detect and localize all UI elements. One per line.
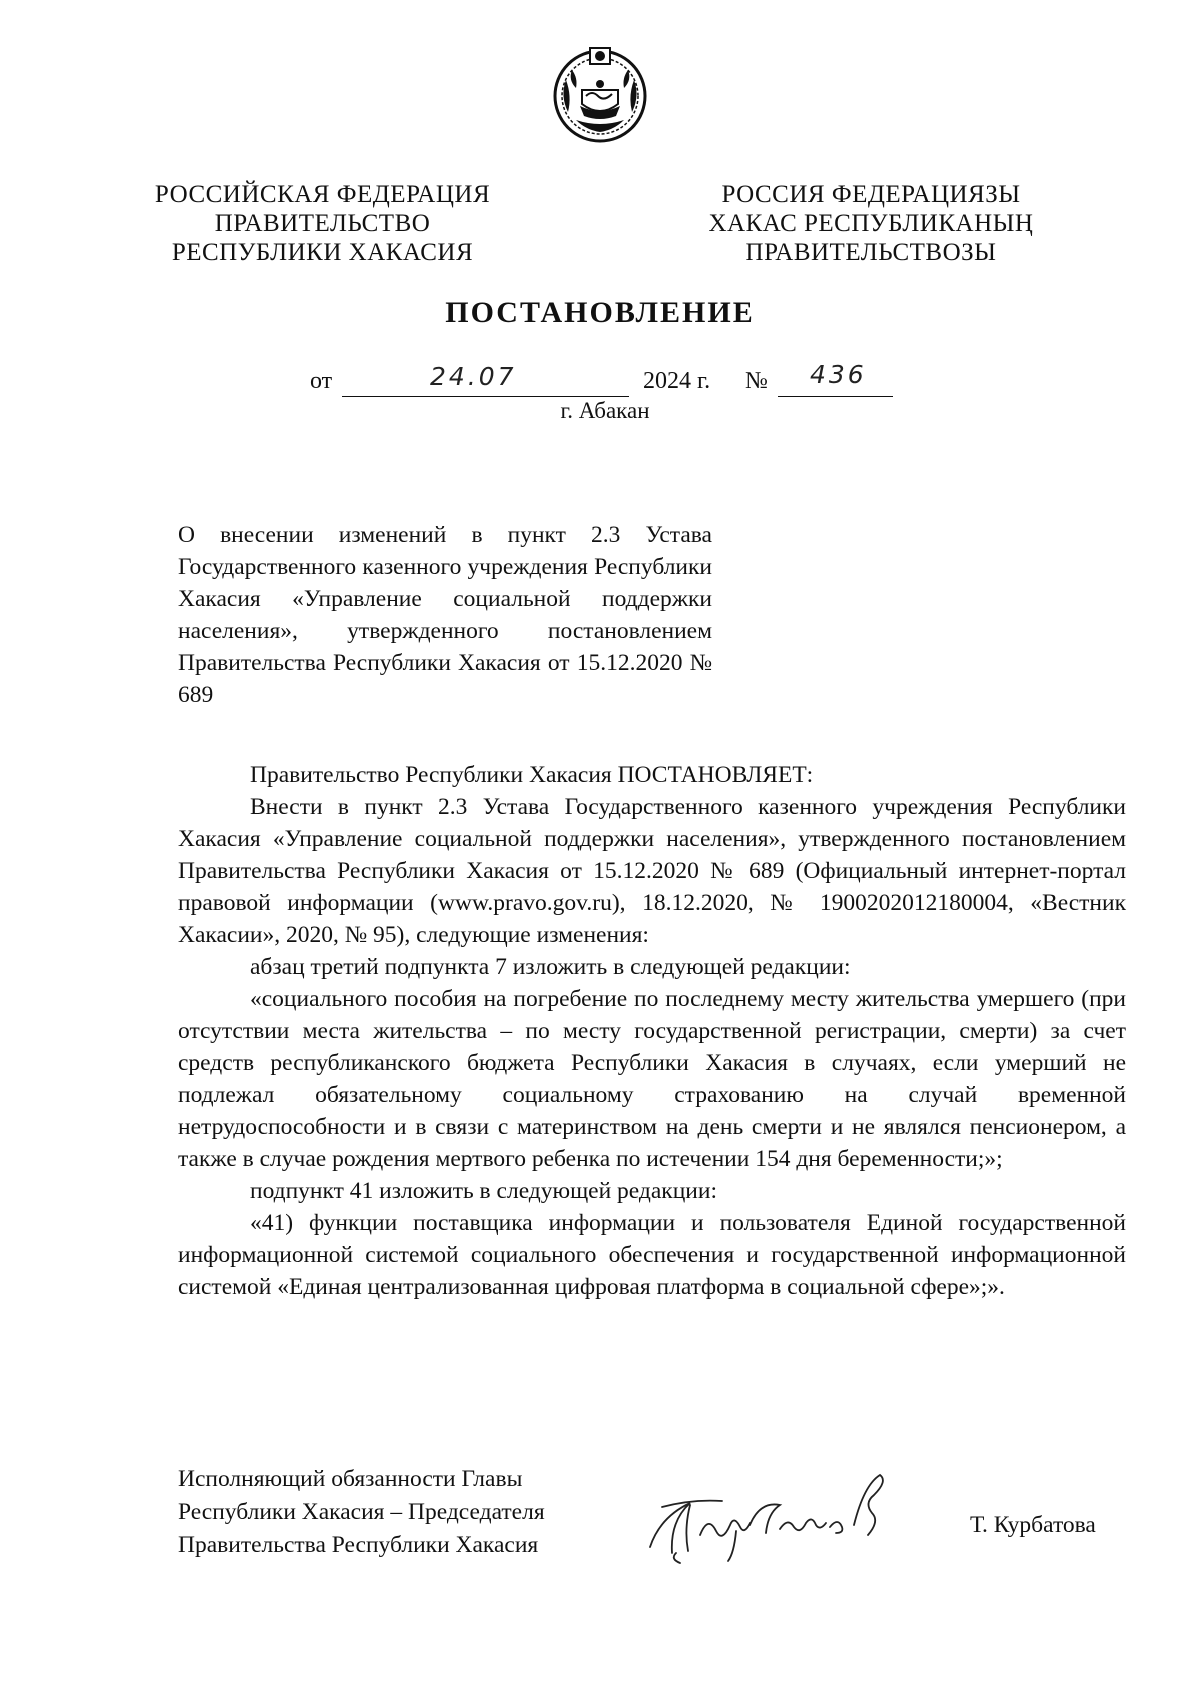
body-paragraph-3: абзац третий подпункта 7 изложить в следующей редакции:	[250, 954, 851, 980]
header-left-line-1: РОССИЙСКАЯ ФЕДЕРАЦИЯ	[154, 181, 491, 208]
body-paragraph-6: «41) функции поставщика информации и пользователя Единой государственной информационной системой социального обеспечения и государственной информационной системой «Единая централизованная цифровая платформа в социальной сфере»;».	[178, 1210, 1126, 1300]
signature-block-line-2: Республики Хакасия – Председателя	[178, 1499, 545, 1525]
body-paragraph-5: подпункт 41 изложить в следующей редакции:	[250, 1178, 717, 1204]
handwritten-signature-icon	[640, 1465, 920, 1565]
date-underline	[342, 396, 629, 397]
header-right-line-1: РОССИЯ ФЕДЕРАЦИЯЗЫ	[721, 181, 1021, 208]
date-handwritten: 24.07	[430, 362, 517, 391]
body-paragraph-1: Правительство Республики Хакасия ПОСТАНОВЛЯЕТ:	[250, 762, 814, 788]
signature-block-line-3: Правительства Республики Хакасия	[178, 1532, 539, 1558]
header-left-line-3: РЕСПУБЛИКИ ХАКАСИЯ	[171, 239, 474, 266]
year-label: 2024 г.	[643, 368, 711, 394]
body-paragraph-4: «социального пособия на погребение по последнему месту жительства умершего (при отсутствии места жительства – по месту государственной регистрации, смерти) за счет средств республиканского бюджета Республики Хакасия в случаях, если умерший не подлежал обязательному социальному страхованию на случай временной нетрудоспособности и в связи с материнством на день смерти и не являлся пенсионером, а также в случае рождения мертвого ребенка по истечении 154 дня беременности;»;	[178, 986, 1126, 1172]
number-label: №	[745, 368, 768, 394]
header-right-line-2: ХАКАС РЕСПУБЛИКАНЫҢ	[708, 210, 1034, 237]
header-right	[692, 180, 1050, 267]
document-body	[178, 759, 1126, 1303]
number-handwritten: 436	[810, 360, 867, 389]
document-type-title: ПОСТАНОВЛЕНИЕ	[445, 296, 755, 329]
coat-of-arms-icon	[546, 40, 654, 148]
signature-block	[178, 1463, 545, 1562]
number-underline	[778, 396, 893, 397]
header-right-line-3: ПРАВИТЕЛЬСТВОЗЫ	[745, 239, 997, 266]
header-left-line-2: ПРАВИТЕЛЬСТВО	[214, 210, 431, 237]
place-of-issue: г. Абакан	[560, 398, 650, 423]
signature-block-line-1: Исполняющий обязанности Главы	[178, 1466, 523, 1492]
date-prefix: от	[310, 368, 333, 394]
document-subject: О внесении изменений в пункт 2.3 Устава Государственного казенного учреждения Республики Хакасия «Управление социальной поддержки населения», утвержденного постановлением Правительства Республики Хакасия от 15.12.2020 № 689	[178, 522, 712, 708]
header-left	[150, 180, 495, 267]
signer-name: Т. Курбатова	[970, 1512, 1096, 1538]
body-paragraph-2: Внести в пункт 2.3 Устава Государственного казенного учреждения Республики Хакасия «Управление социальной поддержки населения», утвержденного постановлением Правительства Республики Хакасия от 15.12.2020 № 689 (Официальный интернет-портал правовой информации (www.pravo.gov.ru), 18.12.2020, № 1900202012180004, «Вестник Хакасии», 2020, № 95), следующие изменения:	[178, 794, 1126, 948]
